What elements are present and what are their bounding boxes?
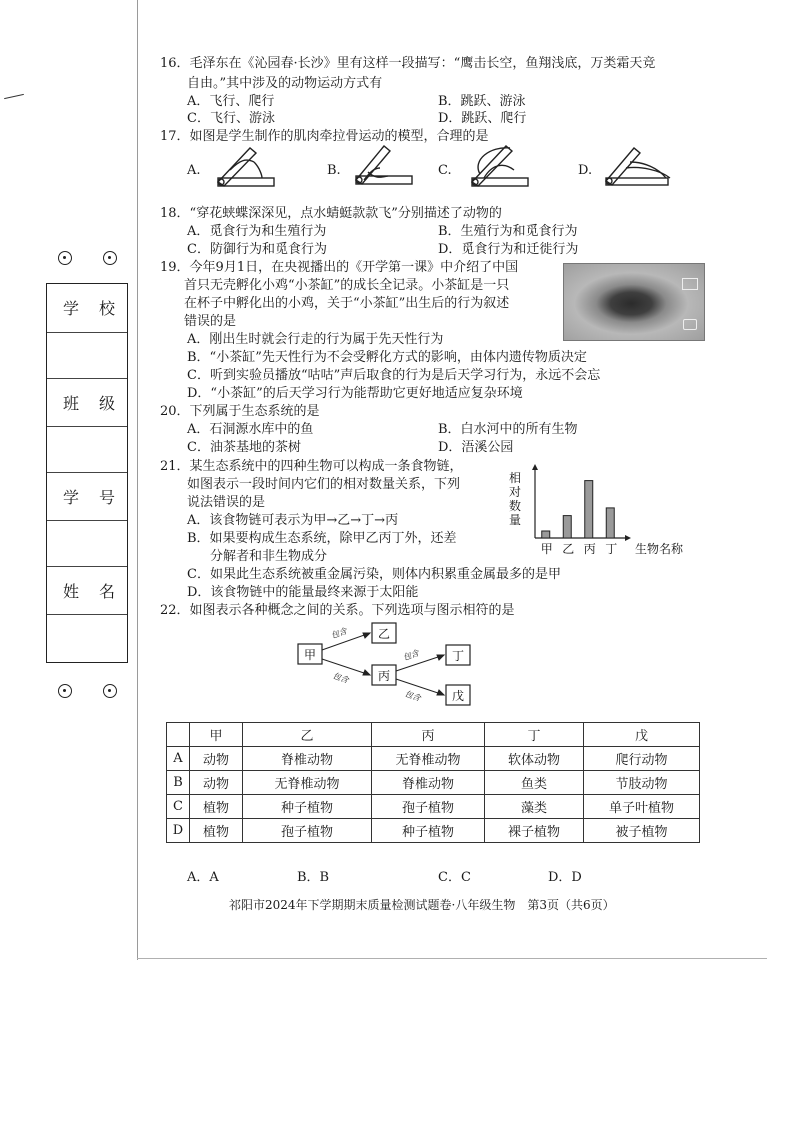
x-tick-label: 丁 xyxy=(605,542,618,556)
q20-option-b[interactable]: B．白水河中的所有生物 xyxy=(438,422,578,437)
q21-stem-line1: 21．某生态系统中的四种生物可以构成一条食物链， xyxy=(160,459,463,474)
class-field[interactable] xyxy=(47,426,127,472)
table-cell: 植物 xyxy=(190,819,243,843)
table-cell: 种子植物 xyxy=(372,819,485,843)
arrow-head-icon xyxy=(363,633,370,638)
q19-option-c[interactable]: C．听到实验员播放“咕咕”声后取食的行为是后天学习行为，永远不会忘 xyxy=(187,368,601,383)
q20-option-c[interactable]: C．油茶基地的茶树 xyxy=(187,440,301,455)
table-cell: 软体动物 xyxy=(485,747,584,771)
table-cell: 脊椎动物 xyxy=(243,747,372,771)
table-cell: C xyxy=(167,795,190,819)
binding-hole-icon xyxy=(103,684,117,698)
class-label-cell xyxy=(47,378,127,426)
table-cell: 动物 xyxy=(190,747,243,771)
q21-stem-line2: 如图表示一段时间内它们的相对数量关系，下列 xyxy=(187,477,461,492)
school-label-cell xyxy=(47,284,127,332)
chick-in-cup-photo xyxy=(563,263,705,341)
class-label: 班 级 xyxy=(63,394,118,413)
q17-option-c[interactable]: C. xyxy=(438,163,452,178)
table-cell: 无脊椎动物 xyxy=(243,771,372,795)
table-header-cell: 丁 xyxy=(485,723,584,747)
node-bing-label: 丙 xyxy=(378,669,391,683)
table-cell: B xyxy=(167,771,190,795)
q20-option-d[interactable]: D．浯溪公园 xyxy=(438,440,514,455)
bar-2 xyxy=(563,516,571,538)
pen-mark xyxy=(4,94,24,99)
q16-option-a[interactable]: A．飞行、爬行 xyxy=(187,94,275,109)
edge-label-contains: 包含 xyxy=(402,648,421,663)
q22-option-d[interactable]: D．D xyxy=(548,870,582,885)
q18-option-d[interactable]: D．觅食行为和迁徙行为 xyxy=(438,242,579,257)
q19-option-b[interactable]: B．“小茶缸”先天性行为不会受孵化方式的影响，由体内遗传物质决定 xyxy=(187,350,587,365)
arrow-jia-bing xyxy=(322,659,370,675)
binding-hole-icon xyxy=(58,251,72,265)
name-label-cell xyxy=(47,566,127,614)
x-tick-label: 丙 xyxy=(583,542,596,556)
concept-relation-diagram xyxy=(292,617,482,709)
arrow-head-icon xyxy=(437,655,444,660)
tv-logo-icon xyxy=(682,278,698,290)
table-cell: 植物 xyxy=(190,795,243,819)
q19-stem-line1: 19．今年9月1日，在央视播出的《开学第一课》中介绍了中国 xyxy=(160,260,519,275)
edge-label-contains: 包含 xyxy=(330,626,349,641)
edge-label-contains: 包含 xyxy=(331,671,350,685)
table-cell: D xyxy=(167,819,190,843)
q19-stem-line4: 错误的是 xyxy=(184,314,237,329)
node-yi-label: 乙 xyxy=(378,627,391,641)
q20-option-a[interactable]: A．石洞源水库中的鱼 xyxy=(187,422,314,437)
q18-option-b[interactable]: B．生殖行为和觅食行为 xyxy=(438,224,578,239)
student-info-box xyxy=(46,283,128,663)
table-cell: 裸子植物 xyxy=(485,819,584,843)
table-cell: 孢子植物 xyxy=(243,819,372,843)
table-cell: 单子叶植物 xyxy=(584,795,700,819)
table-row xyxy=(167,747,700,771)
binding-hole-icon xyxy=(103,251,117,265)
q19-stem-line3: 在杯子中孵化出的小鸡，关于“小茶缸”出生后的行为叙述 xyxy=(184,296,510,311)
q21-option-c[interactable]: C．如果此生态系统被重金属污染，则体内积累重金属最多的是甲 xyxy=(187,567,561,582)
q16-option-b[interactable]: B．跳跃、游泳 xyxy=(438,94,526,109)
table-header-cell: 丙 xyxy=(372,723,485,747)
muscle-model-c-icon xyxy=(464,140,534,196)
q16-option-c[interactable]: C．飞行、游泳 xyxy=(187,111,275,126)
q21-option-b[interactable]: B．如果要构成生态系统，除甲乙丙丁外，还差 xyxy=(187,531,457,546)
q21-option-a[interactable]: A．该食物链可表示为甲→乙→丁→丙 xyxy=(187,513,399,528)
y-axis-label-char: 相 xyxy=(509,471,522,485)
q17-option-b[interactable]: B. xyxy=(327,163,341,178)
concept-options-table xyxy=(166,722,700,843)
table-row xyxy=(167,771,700,795)
table-row xyxy=(167,819,700,843)
q20-stem: 20．下列属于生态系统的是 xyxy=(160,404,320,419)
q16-stem-line1: 16．毛泽东在《沁园春·长沙》里有这样一段描写：“鹰击长空，鱼翔浅底，万类霜天竞 xyxy=(160,56,656,71)
x-axis-arrow-icon xyxy=(625,535,631,541)
node-wu-label: 戊 xyxy=(452,689,465,703)
table-cell: 被子植物 xyxy=(584,819,700,843)
q21-stem-line3: 说法错误的是 xyxy=(187,495,266,510)
table-header-cell: 戊 xyxy=(584,723,700,747)
table-cell: 孢子植物 xyxy=(372,795,485,819)
tv-badge-icon xyxy=(683,319,697,330)
q18-stem: 18．“穿花蛱蝶深深见，点水蜻蜓款款飞”分别描述了动物的 xyxy=(160,206,502,221)
arrow-head-icon xyxy=(437,690,444,695)
q19-option-d[interactable]: D．“小茶缸”的后天学习行为能帮助它更好地适应复杂环境 xyxy=(187,386,523,401)
page-footer: 祁阳市2024年下学期期末质量检测试题卷·八年级生物 第3页（共6页） xyxy=(229,898,615,912)
table-header-row xyxy=(167,723,700,747)
q17-option-d[interactable]: D. xyxy=(578,163,593,178)
q21-option-b-continued: 分解者和非生物成分 xyxy=(210,549,328,564)
table-cell: A xyxy=(167,747,190,771)
table-cell: 节肢动物 xyxy=(584,771,700,795)
arrow-bing-wu xyxy=(396,679,444,695)
node-ding-label: 丁 xyxy=(452,649,465,663)
page-bottom-edge xyxy=(137,958,767,959)
table-cell: 爬行动物 xyxy=(584,747,700,771)
school-label: 学 校 xyxy=(63,299,118,318)
table-header-cell xyxy=(167,723,190,747)
muscle-model-b-icon xyxy=(350,142,420,194)
muscle-model-d-icon xyxy=(600,144,680,194)
q17-option-a[interactable]: A. xyxy=(187,163,201,178)
student-number-field[interactable] xyxy=(47,520,127,566)
q22-option-b[interactable]: B．B xyxy=(297,870,330,885)
q22-option-c[interactable]: C．C xyxy=(438,870,471,885)
table-cell: 鱼类 xyxy=(485,771,584,795)
q16-stem-line2: 自由。”其中涉及的动物运动方式有 xyxy=(187,76,383,91)
student-number-label-cell xyxy=(47,472,127,520)
y-axis-label-char: 数 xyxy=(509,499,522,513)
table-row xyxy=(167,795,700,819)
q21-option-d[interactable]: D．该食物链中的能量最终来源于太阳能 xyxy=(187,585,419,600)
population-bar-chart xyxy=(505,462,695,560)
table-header-cell: 乙 xyxy=(243,723,372,747)
q16-option-d[interactable]: D．跳跃、爬行 xyxy=(438,111,527,126)
binding-hole-icon xyxy=(58,684,72,698)
q22-option-a[interactable]: A．A xyxy=(187,870,219,885)
table-cell: 种子植物 xyxy=(243,795,372,819)
q19-option-a[interactable]: A．刚出生时就会行走的行为属于先天性行为 xyxy=(187,332,444,347)
bar-3 xyxy=(585,481,593,538)
student-number-label: 学 号 xyxy=(63,488,118,507)
x-tick-label: 甲 xyxy=(540,542,553,556)
muscle-model-a-icon xyxy=(210,142,280,194)
q18-option-a[interactable]: A．觅食行为和生殖行为 xyxy=(187,224,327,239)
q17-stem: 17．如图是学生制作的肌肉牵拉骨运动的模型，合理的是 xyxy=(160,129,489,144)
table-cell: 藻类 xyxy=(485,795,584,819)
name-field[interactable] xyxy=(47,614,127,662)
table-header-cell: 甲 xyxy=(190,723,243,747)
school-field[interactable] xyxy=(47,332,127,378)
name-label: 姓 名 xyxy=(63,582,118,601)
x-axis-label: 生物名称 xyxy=(635,542,684,556)
x-tick-label: 乙 xyxy=(562,542,575,556)
edge-label-contains: 包含 xyxy=(403,689,422,703)
node-jia-label: 甲 xyxy=(304,648,317,662)
q18-option-c[interactable]: C．防御行为和觅食行为 xyxy=(187,242,327,257)
table-cell: 脊椎动物 xyxy=(372,771,485,795)
q22-stem: 22．如图表示各种概念之间的关系。下列选项与图示相符的是 xyxy=(160,603,515,618)
arrow-head-icon xyxy=(363,670,370,675)
y-axis-label-char: 量 xyxy=(509,513,522,527)
table-cell: 无脊椎动物 xyxy=(372,747,485,771)
y-axis-label-char: 对 xyxy=(509,485,522,499)
table-cell: 动物 xyxy=(190,771,243,795)
page-edge xyxy=(137,0,138,960)
q19-stem-line2: 首只无壳孵化小鸡“小茶缸”的成长全记录。小茶缸是一只 xyxy=(184,278,510,293)
bar-1 xyxy=(542,531,550,538)
y-axis-arrow-icon xyxy=(532,464,538,470)
bar-4 xyxy=(606,508,614,538)
